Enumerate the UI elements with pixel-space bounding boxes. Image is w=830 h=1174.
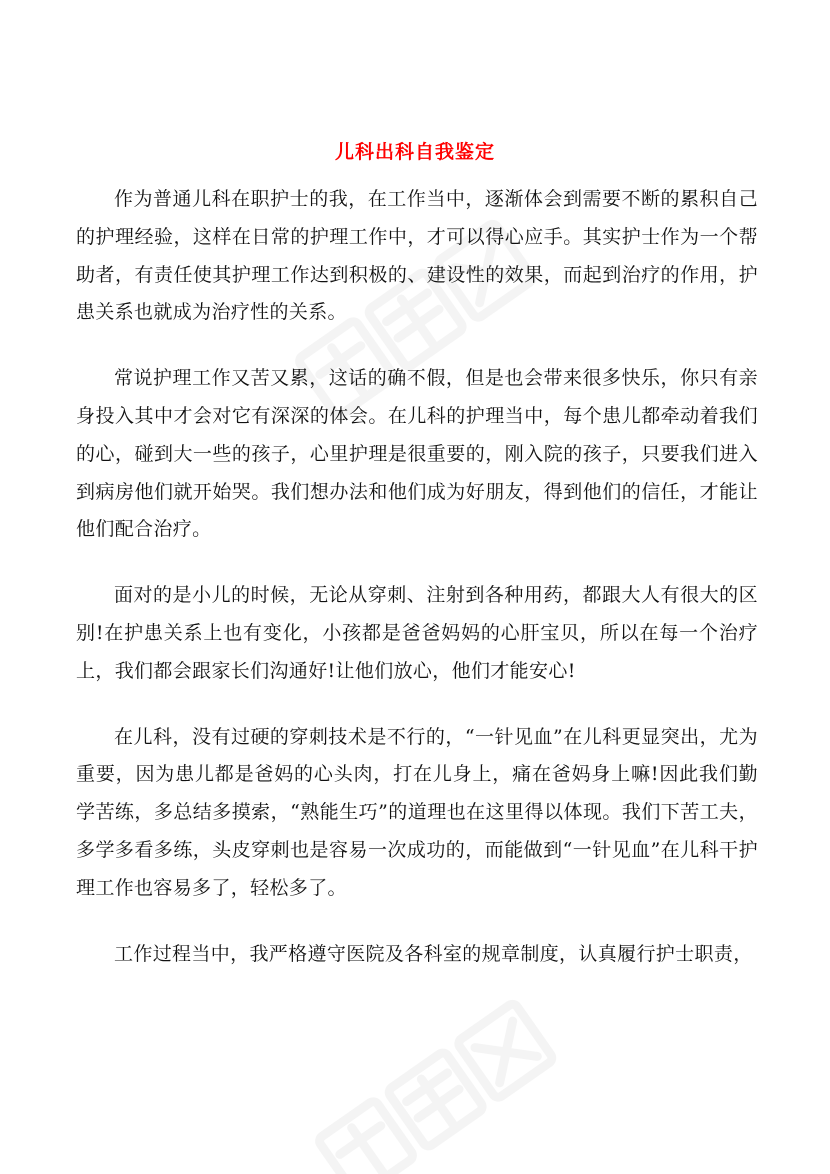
watermark-logo xyxy=(292,972,608,1174)
document-body xyxy=(76,181,758,1001)
body-paragraph: 作为普通儿科在职护士的我，在工作当中，逐渐体会到需要不断的累积自己的护理经验，这样在日常的护理工作中，才可以得心应手。其实护士作为一个帮助者，有责任使其护理工作达到积极的、建设性的效果，而起到治疗的作用，护患关系也就成为治疗性的关系。 xyxy=(76,188,758,324)
body-paragraph: 常说护理工作又苦又累，这话的确不假，但是也会带来很多快乐，你只有亲身投入其中才会对它有深深的体会。在儿科的护理当中，每个患儿都牵动着我们的心，碰到大一些的孩子，心里护理是很重要的，刚入院的孩子，只要我们进入到病房他们就开始哭。我们想办法和他们成为好朋友，得到他们的信任，才能让他们配合治疗。 xyxy=(76,367,758,541)
body-paragraph: 面对的是小儿的时候，无论从穿刺、注射到各种用药，都跟大人有很大的区别!在护患关系上也有变化，小孩都是爸爸妈妈的心肝宝贝，所以在每一个治疗上，我们都会跟家长们沟通好!让他们放心，他们才能安心! xyxy=(76,584,758,682)
document-title: 儿科出科自我鉴定 xyxy=(334,140,495,163)
body-paragraph: 在儿科，没有过硬的穿刺技术是不行的，“一针见血”在儿科更显突出，尤为重要，因为患儿都是爸妈的心头肉，打在儿身上，痛在爸妈身上嘛!因此我们勤学苦练，多总结多摸索，“熟能生巧”的道理也在这里得以体现。我们下苦工夫，多学多看多练，头皮穿刺也是容易一次成功的，而能做到“一针见血”在儿科干护理工作也容易多了，轻松多了。 xyxy=(76,725,758,899)
body-paragraph: 工作过程当中，我严格遵守医院及各科室的规章制度，认真履行护士职责， xyxy=(114,942,753,965)
